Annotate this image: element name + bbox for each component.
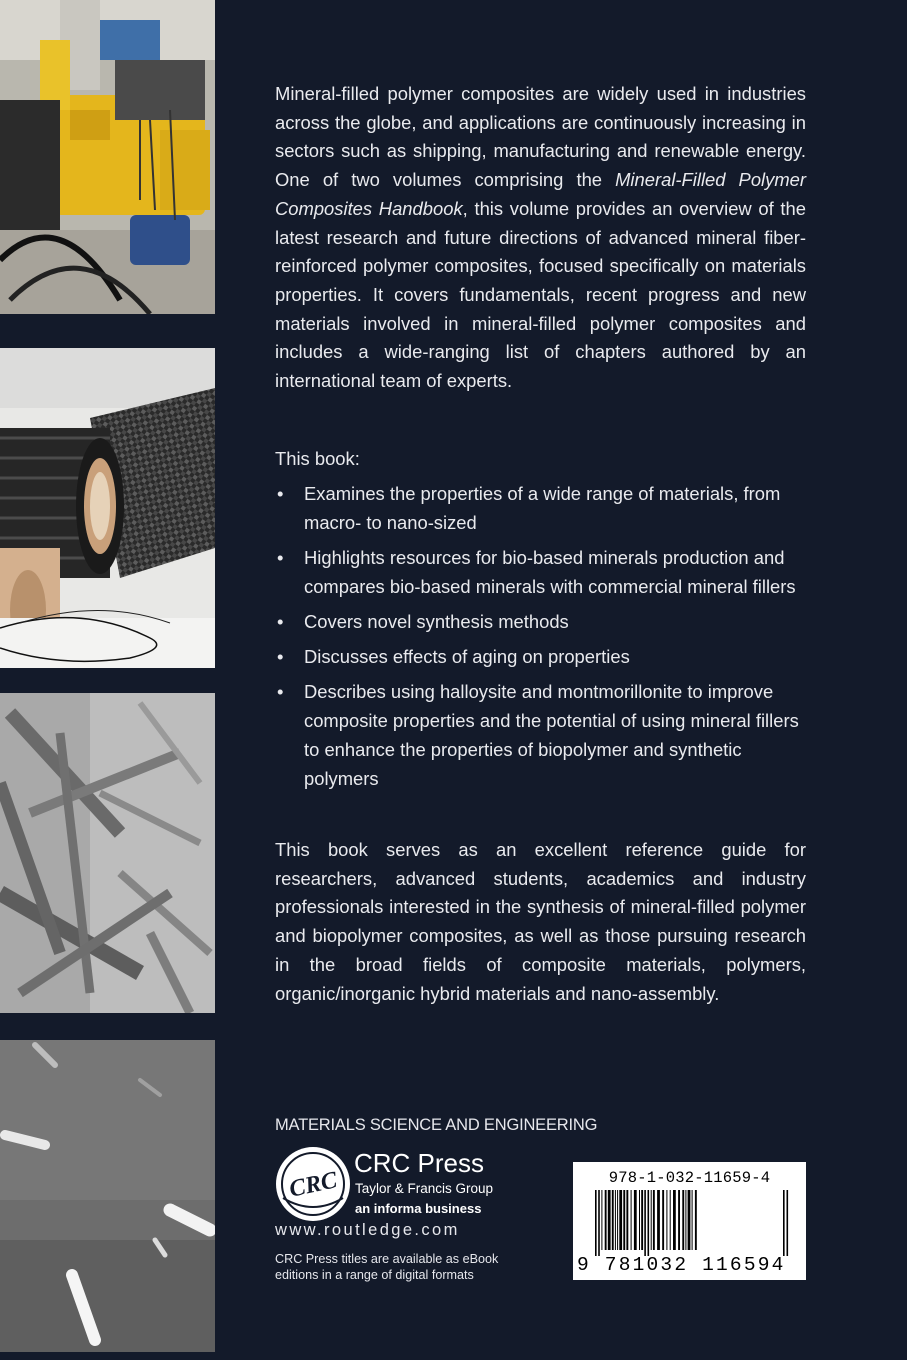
barcode-bar xyxy=(612,1190,614,1250)
barcode-bar xyxy=(651,1190,652,1250)
barcode-bar xyxy=(601,1190,602,1250)
list-item xyxy=(275,607,806,636)
handbook-title: Mineral-Filled Polymer Composites Handbook xyxy=(275,169,806,219)
barcode-bar xyxy=(695,1190,697,1250)
barcode-bar xyxy=(653,1190,655,1250)
feature-list xyxy=(275,479,806,799)
bullet-icon: • xyxy=(277,681,284,702)
machine-photo xyxy=(0,0,215,314)
description-text: Mineral-filled polymer composites are widely used in industries across the globe, and applications are continuously increasing in sectors such as shipping, manufacturing and renewable energy. One of two volumes comprising the xyxy=(275,83,806,191)
ebook-note-line-1: CRC Press titles are available as eBook xyxy=(275,1252,499,1266)
barcode-bar xyxy=(673,1190,676,1250)
barcode-bar xyxy=(641,1190,643,1250)
publisher-group: Taylor & Francis Group xyxy=(355,1181,494,1196)
barcode-bar xyxy=(662,1190,664,1250)
list-item xyxy=(275,543,806,601)
list-item xyxy=(275,677,806,793)
barcode-bar xyxy=(626,1190,628,1250)
barcode-bar xyxy=(623,1190,625,1250)
barcode-bar xyxy=(648,1190,650,1256)
carbon-fiber-photo xyxy=(0,348,215,668)
crc-logo-icon xyxy=(275,1146,351,1222)
sem-microscopy-photo xyxy=(0,1040,215,1352)
barcode-bar xyxy=(605,1190,607,1250)
description-paragraph-3: This book serves as an excellent reference guide for researchers, advanced students, academics and industry professionals interested in the synthesis of mineral-filled polymer and biopolymer composites, as well as those pursuing research in the broad fields of composite materials, polymers, organic/inorganic hybrid materials and nano-assembly. xyxy=(275,839,806,1004)
barcode-bar xyxy=(598,1190,600,1256)
barcode-bar xyxy=(685,1190,686,1250)
barcode-bar xyxy=(631,1190,632,1250)
barcode-bar xyxy=(692,1190,693,1250)
list-item xyxy=(275,642,806,671)
barcode-digits: 9 781032 116594 xyxy=(577,1254,786,1276)
barcode-bar xyxy=(657,1190,660,1250)
bullet-icon: • xyxy=(277,646,284,667)
description-text: , this volume provides an overview of the latest research and future directions of advanced mineral fiber-reinforced polymer composites, focused specifically on materials properties. It covers fundamentals, recent progress and new materials involved in mineral-filled polymer composites and includes a wide-ranging list of chapters authored by an international team of experts. xyxy=(275,197,807,392)
list-item-text: Examines the properties of a wide range of materials, from macro- to nano-sized xyxy=(304,483,781,533)
barcode-bar xyxy=(644,1190,646,1256)
list-item-text: Covers novel synthesis methods xyxy=(304,611,569,632)
barcode-bar xyxy=(634,1190,637,1250)
barcode-bar xyxy=(678,1190,680,1250)
list-item-text: Discusses effects of aging on properties xyxy=(304,646,630,667)
barcode-bar xyxy=(617,1190,618,1250)
isbn-number: 978-1-032-11659-4 xyxy=(608,1169,771,1187)
barcode-bar xyxy=(682,1190,684,1250)
bullet-icon: • xyxy=(277,547,284,568)
list-item xyxy=(275,479,806,537)
ebook-note-line-2: editions in a range of digital formats xyxy=(275,1268,474,1282)
publisher-name: CRC Press xyxy=(354,1148,485,1178)
barcode-bar xyxy=(787,1190,789,1256)
barcode-bar xyxy=(688,1190,691,1250)
barcode-bar xyxy=(666,1190,667,1250)
barcode-bar xyxy=(619,1190,622,1250)
website-link[interactable]: www.routledge.com xyxy=(275,1221,460,1239)
nanotube-microscopy-photo xyxy=(0,693,215,1013)
description-paragraph-1 xyxy=(275,80,806,396)
barcode-bar xyxy=(615,1190,616,1250)
isbn-barcode xyxy=(573,1162,806,1280)
barcode-bar xyxy=(608,1190,611,1250)
bullet-icon: • xyxy=(277,483,284,504)
barcode-bar xyxy=(670,1190,671,1250)
subject-category: MATERIALS SCIENCE AND ENGINEERING xyxy=(275,1116,598,1134)
barcode-bar xyxy=(595,1190,597,1256)
barcode-bar xyxy=(783,1190,785,1256)
barcode-bar xyxy=(639,1190,640,1250)
list-item-text: Highlights resources for bio-based minerals production and compares bio-based minerals with commercial mineral fillers xyxy=(304,547,796,597)
publisher-business: an informa business xyxy=(355,1201,482,1216)
bullets-intro: This book: xyxy=(275,448,360,469)
barcode-icon xyxy=(587,1190,792,1256)
bullet-icon: • xyxy=(277,611,284,632)
logo-text: CRC xyxy=(287,1167,340,1203)
list-item-text: Describes using halloysite and montmorillonite to improve composite properties and the potential of using mineral fillers to enhance the properties of biopolymer and synthetic polymers xyxy=(304,681,799,789)
